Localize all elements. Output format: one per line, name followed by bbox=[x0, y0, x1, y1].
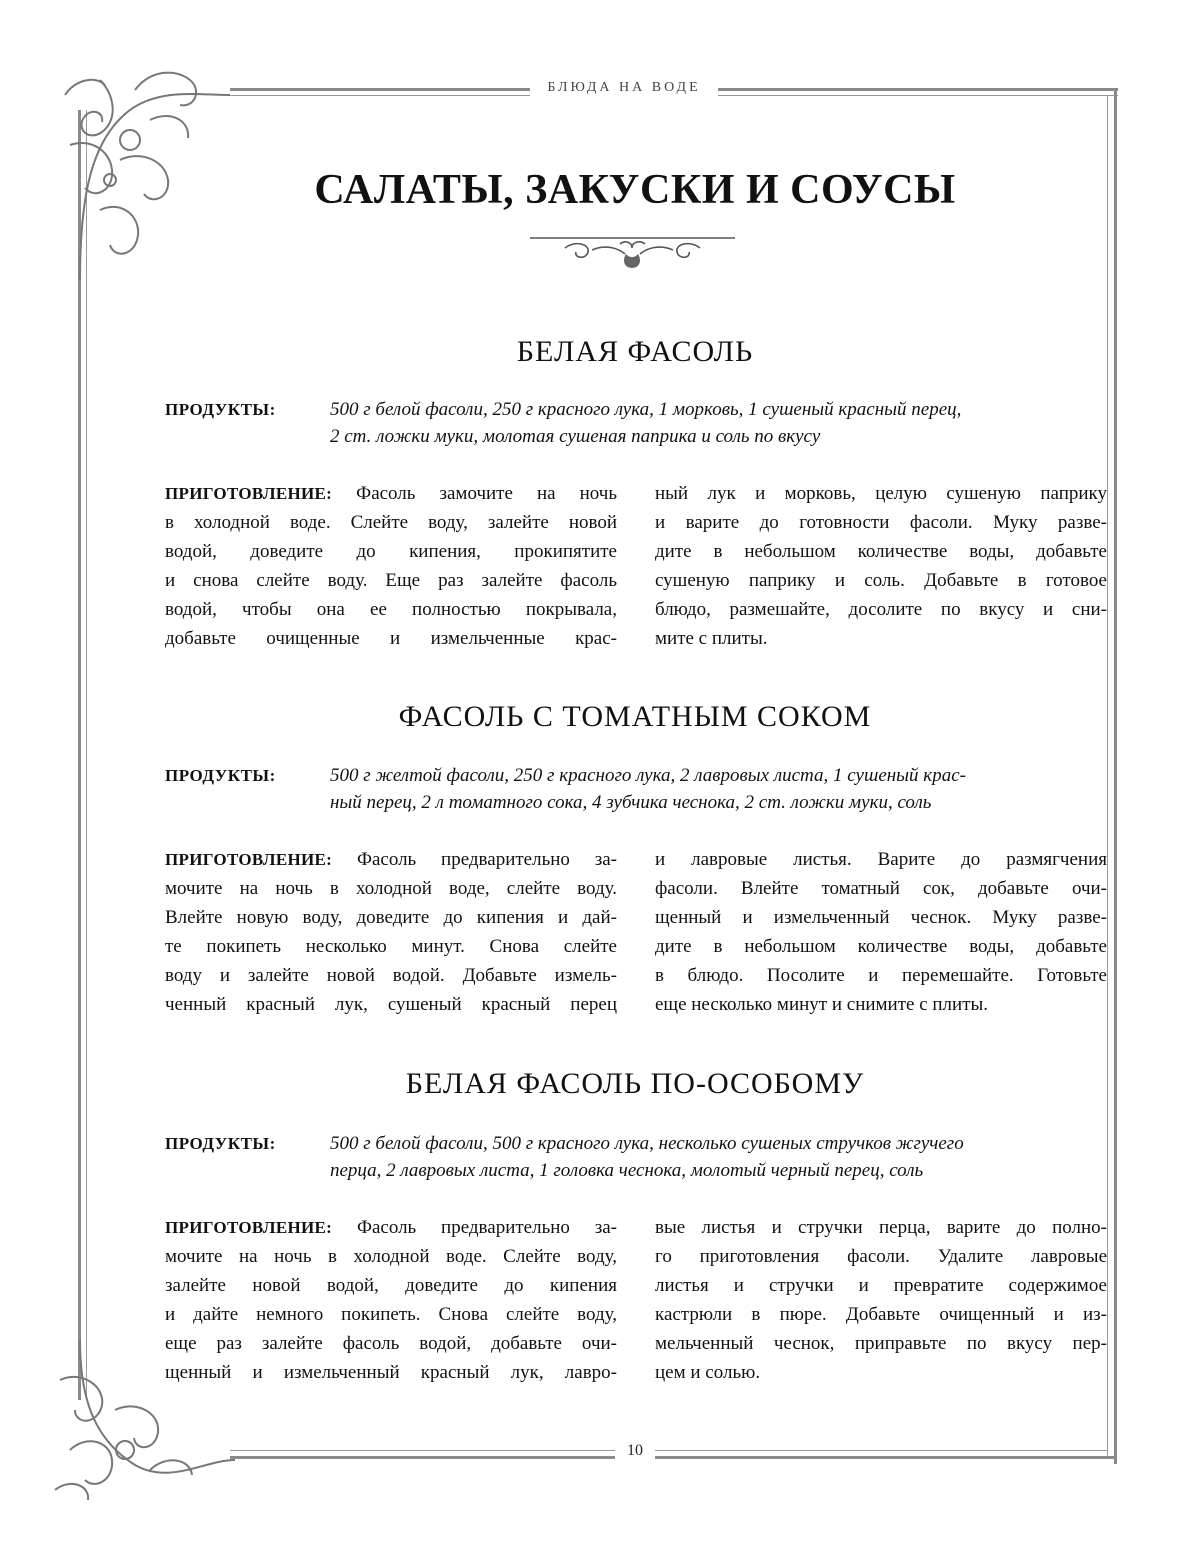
preparation-line: Влейте новую воду, доведите до кипения и дай- bbox=[165, 907, 617, 928]
preparation-line: ПРИГОТОВЛЕНИЕ: Фасоль предварительно за- bbox=[165, 1217, 617, 1238]
preparation-line: кастрюли в пюре. Добавьте очищенный и из- bbox=[655, 1304, 1107, 1325]
preparation-line: и снова слейте воду. Еще раз залейте фасоль bbox=[165, 570, 617, 591]
products-text bbox=[330, 762, 1110, 816]
frame-border-bottom-left bbox=[230, 1456, 615, 1459]
running-head: БЛЮДА НА ВОДЕ bbox=[547, 80, 701, 95]
recipe-title-special-white-beans: БЕЛАЯ ФАСОЛЬ ПО-ОСОБОМУ bbox=[405, 1067, 865, 1100]
products-line: 500 г белой фасоли, 250 г красного лука, 1 морковь, 1 сушеный красный перец, bbox=[330, 399, 962, 420]
preparation-left-column bbox=[165, 479, 617, 653]
recipe-title-beans-tomato-juice: ФАСОЛЬ С ТОМАТНЫМ СОКОМ bbox=[398, 700, 872, 733]
frame-border-bottom-right-inner bbox=[655, 1450, 1107, 1451]
preparation-line: щенный и измельченный чеснок. Муку разве- bbox=[655, 907, 1107, 928]
products-line: 500 г желтой фасоли, 250 г красного лука, 2 лавровых листа, 1 сушеный крас- bbox=[330, 765, 966, 786]
frame-border-bottom-left-inner bbox=[230, 1450, 615, 1451]
frame-border-right bbox=[1114, 88, 1117, 1464]
preparation-line: мельченный чеснок, приправьте по вкусу пер- bbox=[655, 1333, 1107, 1354]
page-number: 10 bbox=[627, 1442, 643, 1459]
preparation-right-column bbox=[655, 845, 1107, 1019]
preparation-line: ченный красный лук, сушеный красный перец bbox=[165, 994, 617, 1015]
preparation-line: еще несколько минут и снимите с плиты. bbox=[655, 994, 989, 1015]
preparation-line: сушеную паприку и соль. Добавьте в готовое bbox=[655, 570, 1107, 591]
products-label: ПРОДУКТЫ: bbox=[165, 766, 276, 785]
preparation-line: блюдо, размешайте, досолите по вкусу и сни- bbox=[655, 599, 1107, 620]
preparation-line: еще раз залейте фасоль водой, добавьте очи- bbox=[165, 1333, 617, 1354]
preparation-left-column bbox=[165, 845, 617, 1019]
preparation-label: ПРИГОТОВЛЕНИЕ: bbox=[165, 850, 333, 869]
preparation-line: листья и стручки и превратите содержимое bbox=[655, 1275, 1107, 1296]
preparation-label: ПРИГОТОВЛЕНИЕ: bbox=[165, 1218, 333, 1237]
products-label: ПРОДУКТЫ: bbox=[165, 1134, 276, 1153]
products-text bbox=[330, 1130, 1110, 1184]
preparation-right-column bbox=[655, 1213, 1107, 1387]
frame-border-bottom-right bbox=[655, 1456, 1117, 1459]
frame-border-left bbox=[78, 110, 81, 1400]
products-line: 500 г белой фасоли, 500 г красного лука, несколько сушеных стручков жгучего bbox=[330, 1133, 964, 1154]
preparation-line: водой, чтобы она ее полностью покрывала, bbox=[165, 599, 617, 620]
preparation-line: мите с плиты. bbox=[655, 628, 768, 649]
preparation-line: воду и залейте новой водой. Добавьте измель- bbox=[165, 965, 617, 986]
preparation-line: цем и солью. bbox=[655, 1362, 761, 1383]
preparation-right-column bbox=[655, 479, 1107, 653]
preparation-line: фасоли. Влейте томатный сок, добавьте очи- bbox=[655, 878, 1107, 899]
preparation-line: щенный и измельченный красный лук, лавро- bbox=[165, 1362, 617, 1383]
chapter-title: САЛАТЫ, ЗАКУСКИ И СОУСЫ bbox=[314, 167, 956, 213]
preparation-line: мочите на ночь в холодной воде. Слейте воду, bbox=[165, 1246, 617, 1267]
products-text bbox=[330, 396, 1110, 450]
frame-border-top-left bbox=[230, 88, 530, 91]
recipe-title-white-beans: БЕЛАЯ ФАСОЛЬ bbox=[516, 335, 754, 368]
preparation-label: ПРИГОТОВЛЕНИЕ: bbox=[165, 484, 333, 503]
preparation-line: дите в небольшом количестве воды, добавьте bbox=[655, 541, 1107, 562]
frame-border-left-inner bbox=[86, 110, 87, 1400]
decorative-divider bbox=[530, 230, 735, 272]
frame-border-top-right bbox=[718, 88, 1118, 91]
preparation-line: и варите до готовности фасоли. Муку разве- bbox=[655, 512, 1107, 533]
preparation-line: вые листья и стручки перца, варите до полно- bbox=[655, 1217, 1107, 1238]
preparation-line: ный лук и морковь, целую сушеную паприку bbox=[655, 483, 1107, 504]
preparation-line: го приготовления фасоли. Удалите лавровые bbox=[655, 1246, 1107, 1267]
products-line: 2 ст. ложки муки, молотая сушеная паприка и соль по вкусу bbox=[330, 426, 821, 447]
preparation-line: ПРИГОТОВЛЕНИЕ: Фасоль предварительно за- bbox=[165, 849, 617, 870]
frame-border-top-right-inner bbox=[718, 95, 1118, 96]
preparation-line: ПРИГОТОВЛЕНИЕ: Фасоль замочите на ночь bbox=[165, 483, 617, 504]
products-line: перца, 2 лавровых листа, 1 головка чеснока, молотый черный перец, соль bbox=[330, 1160, 924, 1181]
preparation-line: залейте новой водой, доведите до кипения bbox=[165, 1275, 617, 1296]
preparation-line: дите в небольшом количестве воды, добавьте bbox=[655, 936, 1107, 957]
preparation-line: добавьте очищенные и измельченные крас- bbox=[165, 628, 617, 649]
preparation-line: в блюдо. Посолите и перемешайте. Готовьте bbox=[655, 965, 1107, 986]
preparation-line: мочите на ночь в холодной воде, слейте воду. bbox=[165, 878, 617, 899]
preparation-line: в холодной воде. Слейте воду, залейте новой bbox=[165, 512, 617, 533]
preparation-line: водой, доведите до кипения, прокипятите bbox=[165, 541, 617, 562]
preparation-left-column bbox=[165, 1213, 617, 1387]
frame-border-top-left-inner bbox=[230, 95, 530, 96]
products-label: ПРОДУКТЫ: bbox=[165, 400, 276, 419]
products-line: ный перец, 2 л томатного сока, 4 зубчика чеснока, 2 ст. ложки муки, соль bbox=[330, 792, 932, 813]
preparation-line: и лавровые листья. Варите до размягчения bbox=[655, 849, 1107, 870]
preparation-line: те покипеть несколько минут. Снова слейте bbox=[165, 936, 617, 957]
preparation-line: и дайте немного покипеть. Снова слейте воду, bbox=[165, 1304, 617, 1325]
